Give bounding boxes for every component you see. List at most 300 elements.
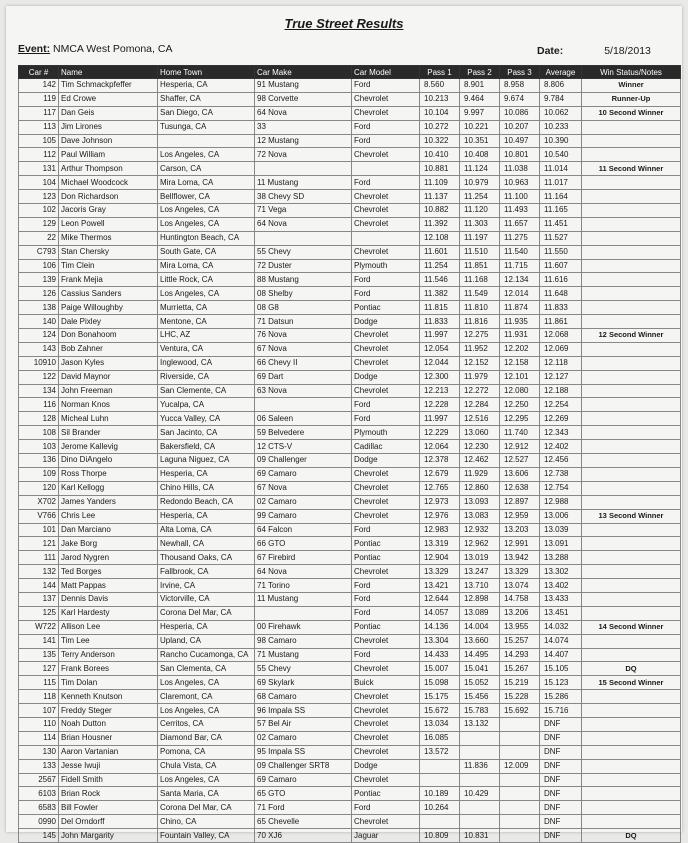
cell-car-number: 111 (19, 551, 59, 565)
cell-car-number: 2567 (19, 773, 59, 787)
cell-pass-1: 12.108 (420, 231, 460, 245)
cell-pass-3: 13.955 (500, 620, 540, 634)
table-row (19, 287, 681, 301)
cell-car-make: 11 Mustang (255, 592, 352, 606)
cell-average: 11.550 (540, 245, 582, 259)
cell-car-model: Chevrolet (352, 92, 420, 106)
cell-car-model: Ford (352, 176, 420, 190)
cell-name: David Maynor (59, 370, 158, 384)
cell-pass-1: 14.057 (420, 606, 460, 620)
cell-car-make: 65 GTO (255, 787, 352, 801)
cell-car-make: 68 Camaro (255, 690, 352, 704)
cell-pass-1: 13.572 (420, 745, 460, 759)
cell-car-number: 6103 (19, 787, 59, 801)
cell-pass-2: 13.093 (460, 495, 500, 509)
table-row (19, 217, 681, 231)
table-row (19, 273, 681, 287)
cell-car-number: 126 (19, 287, 59, 301)
cell-home-town: Santa Maria, CA (158, 787, 255, 801)
cell-home-town: Tusunga, CA (158, 120, 255, 134)
cell-car-make: 67 Firebird (255, 551, 352, 565)
cell-car-make: 69 Dart (255, 370, 352, 384)
cell-win-status (582, 592, 681, 606)
cell-home-town: Hesperia, CA (158, 79, 255, 93)
cell-car-number: 101 (19, 523, 59, 537)
cell-name: John Margarity (59, 829, 158, 843)
cell-home-town: Los Angeles, CA (158, 204, 255, 218)
cell-name: Jerome Kallevig (59, 440, 158, 454)
cell-car-make: 64 Nova (255, 217, 352, 231)
cell-car-model: Chevrolet (352, 662, 420, 676)
cell-car-model: Chevrolet (352, 329, 420, 343)
cell-pass-3 (500, 717, 540, 731)
cell-home-town: Rancho Cucamonga, CA (158, 648, 255, 662)
cell-car-number: 121 (19, 537, 59, 551)
cell-pass-3: 12.158 (500, 356, 540, 370)
cell-pass-1: 11.833 (420, 315, 460, 329)
cell-car-number: 102 (19, 204, 59, 218)
cell-car-number: C793 (19, 245, 59, 259)
table-row (19, 731, 681, 745)
col-header-car-number: Car # (19, 66, 59, 79)
cell-car-make: 12 Mustang (255, 134, 352, 148)
cell-win-status (582, 537, 681, 551)
cell-pass-1: 10.213 (420, 92, 460, 106)
cell-pass-2: 12.275 (460, 329, 500, 343)
table-row (19, 231, 681, 245)
cell-pass-3 (500, 801, 540, 815)
cell-home-town: San Jacinto, CA (158, 426, 255, 440)
cell-car-model: Dodge (352, 370, 420, 384)
cell-name: Freddy Steger (59, 704, 158, 718)
cell-car-model: Chevrolet (352, 204, 420, 218)
table-row (19, 704, 681, 718)
table-row (19, 495, 681, 509)
cell-average: 15.286 (540, 690, 582, 704)
cell-pass-2: 8.901 (460, 79, 500, 93)
cell-name: Ted Borges (59, 565, 158, 579)
cell-win-status (582, 606, 681, 620)
table-row (19, 245, 681, 259)
cell-name: Tim Clein (59, 259, 158, 273)
cell-pass-1: 10.882 (420, 204, 460, 218)
cell-pass-1: 12.213 (420, 384, 460, 398)
table-row (19, 467, 681, 481)
cell-home-town: Chula Vista, CA (158, 759, 255, 773)
cell-pass-2: 12.860 (460, 481, 500, 495)
cell-car-make: 64 Nova (255, 565, 352, 579)
cell-average: 13.451 (540, 606, 582, 620)
table-row (19, 106, 681, 120)
cell-win-status (582, 190, 681, 204)
cell-car-number: 137 (19, 592, 59, 606)
cell-name: Tim Lee (59, 634, 158, 648)
cell-car-number: 136 (19, 454, 59, 468)
cell-win-status (582, 481, 681, 495)
cell-pass-1: 10.881 (420, 162, 460, 176)
cell-car-number: 128 (19, 412, 59, 426)
cell-win-status (582, 412, 681, 426)
cell-pass-3: 11.935 (500, 315, 540, 329)
cell-pass-3: 12.638 (500, 481, 540, 495)
cell-average: 12.127 (540, 370, 582, 384)
table-row (19, 301, 681, 315)
cell-pass-3: 10.497 (500, 134, 540, 148)
cell-pass-2: 15.783 (460, 704, 500, 718)
cell-car-model: Dodge (352, 315, 420, 329)
cell-pass-2: 11.851 (460, 259, 500, 273)
cell-average: DNF (540, 731, 582, 745)
cell-car-model: Ford (352, 606, 420, 620)
table-row (19, 620, 681, 634)
table-row (19, 717, 681, 731)
cell-car-number: 0990 (19, 815, 59, 829)
cell-win-status (582, 759, 681, 773)
cell-car-model: Cadillac (352, 440, 420, 454)
cell-pass-1 (420, 759, 460, 773)
cell-car-model: Chevrolet (352, 342, 420, 356)
cell-car-model: Dodge (352, 454, 420, 468)
cell-pass-2: 13.089 (460, 606, 500, 620)
cell-average: 13.006 (540, 509, 582, 523)
cell-pass-1: 10.104 (420, 106, 460, 120)
cell-name: Tim Dolan (59, 676, 158, 690)
cell-car-make: 02 Camaro (255, 731, 352, 745)
cell-pass-3: 15.267 (500, 662, 540, 676)
cell-car-model: Chevrolet (352, 509, 420, 523)
cell-home-town: San Diego, CA (158, 106, 255, 120)
cell-name: Paige Willoughby (59, 301, 158, 315)
cell-car-number: 112 (19, 148, 59, 162)
cell-car-number: 142 (19, 79, 59, 93)
cell-pass-2: 9.997 (460, 106, 500, 120)
cell-pass-3: 13.074 (500, 579, 540, 593)
cell-pass-2: 10.351 (460, 134, 500, 148)
cell-car-model: Chevrolet (352, 565, 420, 579)
cell-name: Dan Geis (59, 106, 158, 120)
cell-car-make (255, 398, 352, 412)
cell-pass-3: 12.527 (500, 454, 540, 468)
cell-pass-3: 13.329 (500, 565, 540, 579)
cell-average: 8.806 (540, 79, 582, 93)
cell-car-model (352, 162, 420, 176)
cell-name: Frank Borees (59, 662, 158, 676)
cell-home-town: Newhall, CA (158, 537, 255, 551)
cell-win-status (582, 495, 681, 509)
cell-pass-2: 12.152 (460, 356, 500, 370)
cell-pass-3: 12.014 (500, 287, 540, 301)
cell-average: 13.402 (540, 579, 582, 593)
cell-car-model: Chevrolet (352, 356, 420, 370)
cell-win-status (582, 301, 681, 315)
cell-car-make: 09 Challenger (255, 454, 352, 468)
table-row (19, 592, 681, 606)
table-row (19, 329, 681, 343)
cell-car-make: 33 (255, 120, 352, 134)
cell-average: DNF (540, 801, 582, 815)
cell-pass-3: 11.493 (500, 204, 540, 218)
cell-name: Mike Thermos (59, 231, 158, 245)
table-row (19, 662, 681, 676)
table-row (19, 634, 681, 648)
cell-win-status (582, 523, 681, 537)
cell-car-number: X702 (19, 495, 59, 509)
cell-car-make: 72 Duster (255, 259, 352, 273)
cell-car-model: Ford (352, 801, 420, 815)
cell-pass-3: 10.963 (500, 176, 540, 190)
cell-pass-2: 14.495 (460, 648, 500, 662)
cell-home-town: Yucalpa, CA (158, 398, 255, 412)
cell-win-status: DQ (582, 829, 681, 843)
cell-home-town: Fountain Valley, CA (158, 829, 255, 843)
cell-car-number: 106 (19, 259, 59, 273)
page-title: True Street Results (284, 16, 404, 31)
cell-win-status (582, 273, 681, 287)
cell-pass-1 (420, 815, 460, 829)
event-value: NMCA West Pomona, CA (53, 43, 173, 55)
cell-car-number: 144 (19, 579, 59, 593)
cell-pass-3: 12.101 (500, 370, 540, 384)
cell-car-model: Ford (352, 579, 420, 593)
cell-pass-1: 11.546 (420, 273, 460, 287)
table-row (19, 92, 681, 106)
cell-average: 11.648 (540, 287, 582, 301)
cell-win-status (582, 690, 681, 704)
cell-win-status: DQ (582, 662, 681, 676)
cell-home-town: Bellflower, CA (158, 190, 255, 204)
cell-car-model: Ford (352, 412, 420, 426)
cell-win-status (582, 370, 681, 384)
table-row (19, 829, 681, 843)
cell-car-make: 66 Chevy II (255, 356, 352, 370)
table-row (19, 440, 681, 454)
cell-pass-3: 12.912 (500, 440, 540, 454)
cell-car-number: 107 (19, 704, 59, 718)
cell-average: 12.118 (540, 356, 582, 370)
cell-car-model: Dodge (352, 759, 420, 773)
cell-home-town: San Clemente, CA (158, 384, 255, 398)
cell-pass-3: 11.038 (500, 162, 540, 176)
cell-pass-3: 13.942 (500, 551, 540, 565)
cell-win-status (582, 384, 681, 398)
cell-car-number: V766 (19, 509, 59, 523)
cell-car-model: Chevrolet (352, 634, 420, 648)
cell-home-town: Murrietta, CA (158, 301, 255, 315)
cell-home-town: Irvine, CA (158, 579, 255, 593)
cell-pass-3 (500, 745, 540, 759)
cell-win-status (582, 551, 681, 565)
cell-win-status (582, 120, 681, 134)
cell-pass-2: 11.124 (460, 162, 500, 176)
cell-car-make: 69 Camaro (255, 467, 352, 481)
cell-win-status (582, 745, 681, 759)
col-header-pass-2: Pass 2 (460, 66, 500, 79)
cell-win-status (582, 231, 681, 245)
cell-pass-1: 12.300 (420, 370, 460, 384)
cell-car-model: Chevrolet (352, 495, 420, 509)
cell-pass-1: 12.044 (420, 356, 460, 370)
cell-home-town: Hesperia, CA (158, 467, 255, 481)
cell-average: DNF (540, 815, 582, 829)
cell-home-town: Corona Del Mar, CA (158, 801, 255, 815)
cell-average: 13.091 (540, 537, 582, 551)
cell-pass-3: 12.295 (500, 412, 540, 426)
cell-car-number: 123 (19, 190, 59, 204)
cell-pass-2: 10.408 (460, 148, 500, 162)
cell-name: Tim Schmackpfeffer (59, 79, 158, 93)
cell-car-make: 69 Skylark (255, 676, 352, 690)
cell-pass-1: 13.304 (420, 634, 460, 648)
cell-pass-2: 12.230 (460, 440, 500, 454)
cell-pass-1: 10.322 (420, 134, 460, 148)
cell-win-status (582, 565, 681, 579)
cell-car-number: 135 (19, 648, 59, 662)
cell-win-status: 14 Second Winner (582, 620, 681, 634)
cell-pass-3: 11.100 (500, 190, 540, 204)
cell-car-make: 59 Belvedere (255, 426, 352, 440)
cell-home-town: Diamond Bar, CA (158, 731, 255, 745)
cell-pass-2: 11.952 (460, 342, 500, 356)
cell-pass-3 (500, 773, 540, 787)
cell-win-status (582, 634, 681, 648)
cell-average: 12.069 (540, 342, 582, 356)
cell-pass-1: 11.601 (420, 245, 460, 259)
table-row (19, 134, 681, 148)
cell-average: 11.164 (540, 190, 582, 204)
cell-pass-3: 12.080 (500, 384, 540, 398)
cell-car-model: Ford (352, 398, 420, 412)
cell-home-town: Fallbrook, CA (158, 565, 255, 579)
cell-name: Jarod Nygren (59, 551, 158, 565)
cell-home-town: Hesperia, CA (158, 620, 255, 634)
cell-pass-1: 10.272 (420, 120, 460, 134)
table-row (19, 773, 681, 787)
cell-pass-1: 10.189 (420, 787, 460, 801)
cell-pass-2: 11.510 (460, 245, 500, 259)
table-row (19, 79, 681, 93)
cell-car-number: 109 (19, 467, 59, 481)
cell-pass-3: 10.801 (500, 148, 540, 162)
cell-home-town: Los Angeles, CA (158, 704, 255, 718)
table-row (19, 454, 681, 468)
cell-pass-2: 12.932 (460, 523, 500, 537)
cell-pass-3 (500, 787, 540, 801)
cell-car-number: 104 (19, 176, 59, 190)
cell-car-number: 110 (19, 717, 59, 731)
table-row (19, 356, 681, 370)
cell-pass-3 (500, 731, 540, 745)
cell-pass-2 (460, 773, 500, 787)
table-row (19, 259, 681, 273)
cell-car-make: 71 Vega (255, 204, 352, 218)
cell-pass-3: 11.715 (500, 259, 540, 273)
cell-car-number: 103 (19, 440, 59, 454)
cell-home-town: Ventura, CA (158, 342, 255, 356)
table-row (19, 801, 681, 815)
cell-car-model: Ford (352, 592, 420, 606)
cell-name: James Yanders (59, 495, 158, 509)
cell-car-number: 141 (19, 634, 59, 648)
cell-pass-1: 14.433 (420, 648, 460, 662)
cell-pass-3 (500, 829, 540, 843)
cell-car-make: 91 Mustang (255, 79, 352, 93)
cell-name: Noah Dutton (59, 717, 158, 731)
cell-win-status (582, 356, 681, 370)
table-row (19, 426, 681, 440)
cell-pass-2: 11.197 (460, 231, 500, 245)
cell-pass-3: 11.874 (500, 301, 540, 315)
cell-win-status (582, 148, 681, 162)
cell-home-town: Los Angeles, CA (158, 676, 255, 690)
cell-pass-3: 8.958 (500, 79, 540, 93)
cell-name: Sil Brander (59, 426, 158, 440)
cell-pass-1: 11.997 (420, 329, 460, 343)
cell-home-town: Carson, CA (158, 162, 255, 176)
table-row (19, 481, 681, 495)
cell-car-model: Chevrolet (352, 704, 420, 718)
cell-name: Karl Hardesty (59, 606, 158, 620)
table-row (19, 384, 681, 398)
cell-average: 15.123 (540, 676, 582, 690)
cell-average: 12.456 (540, 454, 582, 468)
cell-home-town: Riverside, CA (158, 370, 255, 384)
cell-pass-1: 11.254 (420, 259, 460, 273)
cell-car-model: Ford (352, 523, 420, 537)
cell-average: 12.988 (540, 495, 582, 509)
cell-average: DNF (540, 787, 582, 801)
cell-average: 13.433 (540, 592, 582, 606)
cell-average: 13.039 (540, 523, 582, 537)
cell-pass-1: 12.973 (420, 495, 460, 509)
cell-car-make: 57 Bel Air (255, 717, 352, 731)
cell-average: 11.527 (540, 231, 582, 245)
cell-pass-1: 11.109 (420, 176, 460, 190)
cell-average: 9.784 (540, 92, 582, 106)
cell-car-make: 08 Shelby (255, 287, 352, 301)
cell-car-model: Chevrolet (352, 217, 420, 231)
table-row (19, 537, 681, 551)
cell-win-status (582, 787, 681, 801)
cell-home-town: Mira Loma, CA (158, 176, 255, 190)
cell-pass-2: 15.456 (460, 690, 500, 704)
cell-pass-1: 11.382 (420, 287, 460, 301)
table-row (19, 204, 681, 218)
cell-pass-2: 10.831 (460, 829, 500, 843)
cell-name: Bob Zahner (59, 342, 158, 356)
col-header-car-model: Car Model (352, 66, 420, 79)
cell-average: DNF (540, 717, 582, 731)
cell-pass-1: 14.136 (420, 620, 460, 634)
cell-car-model: Buick (352, 676, 420, 690)
cell-car-model (352, 231, 420, 245)
cell-pass-3: 11.275 (500, 231, 540, 245)
cell-name: Kenneth Knutson (59, 690, 158, 704)
cell-name: Don Richardson (59, 190, 158, 204)
cell-car-number: 129 (19, 217, 59, 231)
cell-car-make: 67 Nova (255, 481, 352, 495)
cell-pass-3: 12.202 (500, 342, 540, 356)
cell-home-town: Mira Loma, CA (158, 259, 255, 273)
cell-car-number: 117 (19, 106, 59, 120)
cell-home-town: Hesperia, CA (158, 509, 255, 523)
cell-name: Brian Housner (59, 731, 158, 745)
results-sheet (6, 6, 682, 840)
cell-pass-1: 11.997 (420, 412, 460, 426)
cell-pass-3: 14.293 (500, 648, 540, 662)
cell-car-model: Chevrolet (352, 190, 420, 204)
cell-car-make: 02 Camaro (255, 495, 352, 509)
cell-car-model: Pontiac (352, 537, 420, 551)
